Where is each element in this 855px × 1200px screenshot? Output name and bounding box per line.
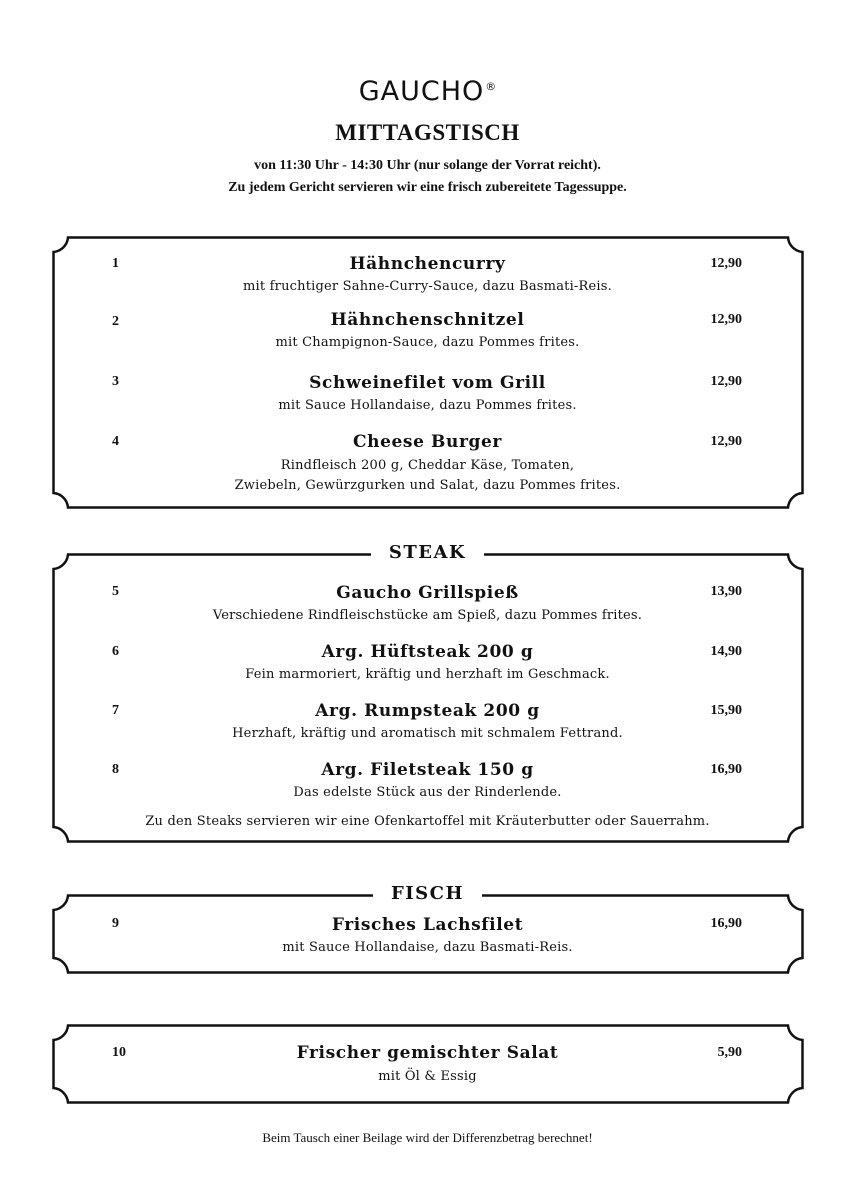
item-price: 13,90 <box>710 584 742 599</box>
item-description: mit fruchtiger Sahne-Curry-Sauce, dazu Basmati-Reis. <box>243 279 612 294</box>
section-label: STEAK <box>371 542 484 563</box>
item-number: 3 <box>112 374 119 389</box>
item-description: Herzhaft, kräftig und aromatisch mit schmalem Fettrand. <box>232 726 623 741</box>
item-number: 5 <box>112 584 119 599</box>
brand-logo <box>0 76 855 107</box>
item-price: 5,90 <box>717 1045 742 1060</box>
item-description: mit Sauce Hollandaise, dazu Basmati-Reis. <box>282 940 573 955</box>
item-name: Schweinefilet vom Grill <box>309 373 546 393</box>
item-price: 12,90 <box>710 312 742 327</box>
item-name: Frischer gemischter Salat <box>296 1043 559 1063</box>
item-price: 16,90 <box>710 762 742 777</box>
item-number: 7 <box>112 703 119 718</box>
item-number: 6 <box>112 644 119 659</box>
item-description: Das edelste Stück aus der Rinderlende. <box>293 785 562 800</box>
item-name: Cheese Burger <box>353 432 502 452</box>
salad-box <box>52 1024 804 1104</box>
brand-name: GAUCHO <box>358 76 485 107</box>
item-number: 2 <box>112 314 119 329</box>
item-description: Verschiedene Rindfleischstücke am Spieß, dazu Pommes frites. <box>212 608 643 623</box>
item-number: 1 <box>112 256 119 271</box>
item-number: 4 <box>112 434 119 449</box>
item-description-line2: Zwiebeln, Gewürzgurken und Salat, dazu Pommes frites. <box>234 478 621 493</box>
intro-hours: von 11:30 Uhr - 14:30 Uhr (nur solange der Vorrat reicht). <box>254 158 601 173</box>
item-name: Arg. Hüftsteak 200 g <box>321 642 534 662</box>
section-title-fish <box>0 883 855 904</box>
item-description: mit Sauce Hollandaise, dazu Pommes frites. <box>278 398 577 413</box>
registered-mark: ® <box>485 79 497 93</box>
item-description: mit Öl & Essig <box>378 1069 477 1084</box>
item-description: Fein marmoriert, kräftig und herzhaft im Geschmack. <box>245 667 610 682</box>
item-number: 10 <box>112 1045 126 1060</box>
item-price: 14,90 <box>710 644 742 659</box>
item-description: mit Champignon-Sauce, dazu Pommes frites. <box>275 335 580 350</box>
section-title-steak <box>0 542 855 563</box>
item-number: 9 <box>112 916 119 931</box>
item-price: 16,90 <box>710 916 742 931</box>
item-price: 15,90 <box>710 703 742 718</box>
item-price: 12,90 <box>710 256 742 271</box>
frame-border <box>54 1026 803 1103</box>
footer-note: Beim Tausch einer Beilage wird der Differenzbetrag berechnet! <box>262 1130 593 1145</box>
item-price: 12,90 <box>710 434 742 449</box>
item-number: 8 <box>112 762 119 777</box>
item-name: Gaucho Grillspieß <box>336 583 519 603</box>
item-name: Frisches Lachsfilet <box>331 915 524 935</box>
item-name: Arg. Filetsteak 150 g <box>321 760 534 780</box>
item-description: Rindfleisch 200 g, Cheddar Käse, Tomaten, <box>280 458 575 473</box>
item-name: Hähnchenschnitzel <box>330 310 525 330</box>
section-label: FISCH <box>373 883 482 904</box>
item-name: Arg. Rumpsteak 200 g <box>315 701 540 721</box>
item-name: Hähnchencurry <box>349 254 506 274</box>
page-title: MITTAGSTISCH <box>335 120 520 145</box>
item-price: 12,90 <box>710 374 742 389</box>
intro-soup: Zu jedem Gericht servieren wir eine frisch zubereitete Tagessuppe. <box>228 180 627 195</box>
steak-side-note: Zu den Steaks servieren wir eine Ofenkartoffel mit Kräuterbutter oder Sauerrahm. <box>145 814 710 829</box>
